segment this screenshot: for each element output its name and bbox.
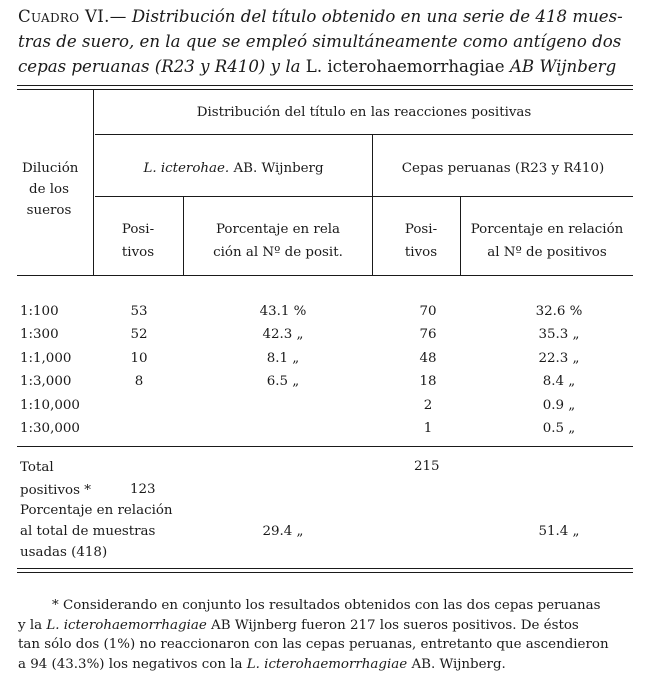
sub-divider-a <box>183 196 184 276</box>
group-header-rule <box>95 134 633 135</box>
porcentaje-b-cell: 8.4 „ <box>542 374 576 389</box>
positivos-a-cell: 52 <box>130 327 148 342</box>
strain-a-header: L. icterohae. AB. Wijnberg <box>143 161 324 176</box>
sub-header-positivos-a: Posi- tivos <box>121 222 155 260</box>
total-value-b: 215 <box>414 459 440 474</box>
footnote-line-1: * Considerando en conjunto los resultados obtenidos con las dos cepas peruanas <box>52 598 601 613</box>
porcentaje-a-cell: 6.5 „ <box>266 374 300 389</box>
group-header: Distribución del título en las reacciones positivas <box>196 105 532 120</box>
body-bottom-rule <box>17 446 633 447</box>
sub-divider-b <box>460 196 461 276</box>
top-double-rule-2 <box>17 89 633 90</box>
positivos-b-cell: 18 <box>419 374 437 389</box>
percent-total-value-b: 51.4 „ <box>538 524 580 539</box>
dilution-cell: 1:30,000 <box>20 421 80 436</box>
sub-header-positivos-b: Posi- tivos <box>404 222 438 260</box>
strain-b-header: Cepas peruanas (R23 y R410) <box>401 161 605 176</box>
porcentaje-a-cell: 8.1 „ <box>266 351 300 366</box>
strain-divider <box>372 134 373 276</box>
positivos-b-cell: 70 <box>419 304 437 319</box>
porcentaje-b-cell: 32.6 % <box>535 304 583 319</box>
dilution-cell: 1:100 <box>20 304 59 319</box>
footnote <box>18 596 632 674</box>
dilution-cell: 1:300 <box>20 327 59 342</box>
strain-header-rule <box>95 196 633 197</box>
porcentaje-a-cell: 43.1 % <box>259 304 307 319</box>
porcentaje-b-cell: 22.3 „ <box>538 351 580 366</box>
dilution-cell: 1:1,000 <box>20 351 72 366</box>
caption-line-1: Cuadro VI.— Distribución del título obtenido en una serie de 418 mues- <box>18 7 623 26</box>
footnote-line-3: tan sólo dos (1%) no reaccionaron con las cepas peruanas, entretanto que ascendieron <box>18 637 609 652</box>
porcentaje-a-cell: 42.3 „ <box>262 327 304 342</box>
table-bottom-rule-2 <box>17 572 633 573</box>
positivos-b-cell: 2 <box>423 398 433 413</box>
porcentaje-b-cell: 0.9 „ <box>542 398 576 413</box>
positivos-b-cell: 76 <box>419 327 437 342</box>
header-bottom-rule <box>17 275 633 276</box>
total-label: Total <box>20 460 54 475</box>
positivos-a-cell: 10 <box>130 351 148 366</box>
porcentaje-b-cell: 0.5 „ <box>542 421 576 436</box>
total-positivos-label: positivos * <box>20 483 91 498</box>
footnote-line-4: a 94 (43.3%) los negativos con la L. icterohaemorrhagiae AB. Wijnberg. <box>18 656 506 672</box>
caption-line-3: cepas peruanas (R23 y R410) y la L. icterohaemorrhagiae AB Wijnberg <box>18 57 617 76</box>
positivos-b-cell: 1 <box>423 421 433 436</box>
first-column-divider <box>93 90 94 276</box>
total-value-a: 123 <box>130 482 156 497</box>
positivos-a-cell: 53 <box>130 304 148 319</box>
dilution-cell: 1:3,000 <box>20 374 72 389</box>
sub-header-porcentaje-b: Porcentaje en relación al Nº de positivos <box>470 222 624 260</box>
table-bottom-rule-1 <box>17 568 633 569</box>
table-caption <box>18 4 634 79</box>
top-double-rule-1 <box>17 85 633 86</box>
sub-header-porcentaje-a: Porcentaje en rela ción al Nº de posit. <box>213 222 343 260</box>
caption-label: Cuadro VI.— <box>18 7 127 26</box>
positivos-b-cell: 48 <box>419 351 437 366</box>
dilution-cell: 1:10,000 <box>20 398 80 413</box>
caption-line-2: tras de suero, en la que se empleó simultáneamente como antígeno dos <box>18 32 622 51</box>
porcentaje-b-cell: 35.3 „ <box>538 327 580 342</box>
footnote-line-2: y la L. icterohaemorrhagiae AB Wijnberg fueron 217 los sueros positivos. De éstos <box>18 617 579 633</box>
first-column-header: Dilución de los sueros <box>22 161 79 218</box>
positivos-a-cell: 8 <box>134 374 144 389</box>
percent-total-label: Porcentaje en relación al total de muestras usadas (418) <box>20 503 173 560</box>
percent-total-value-a: 29.4 „ <box>262 524 304 539</box>
